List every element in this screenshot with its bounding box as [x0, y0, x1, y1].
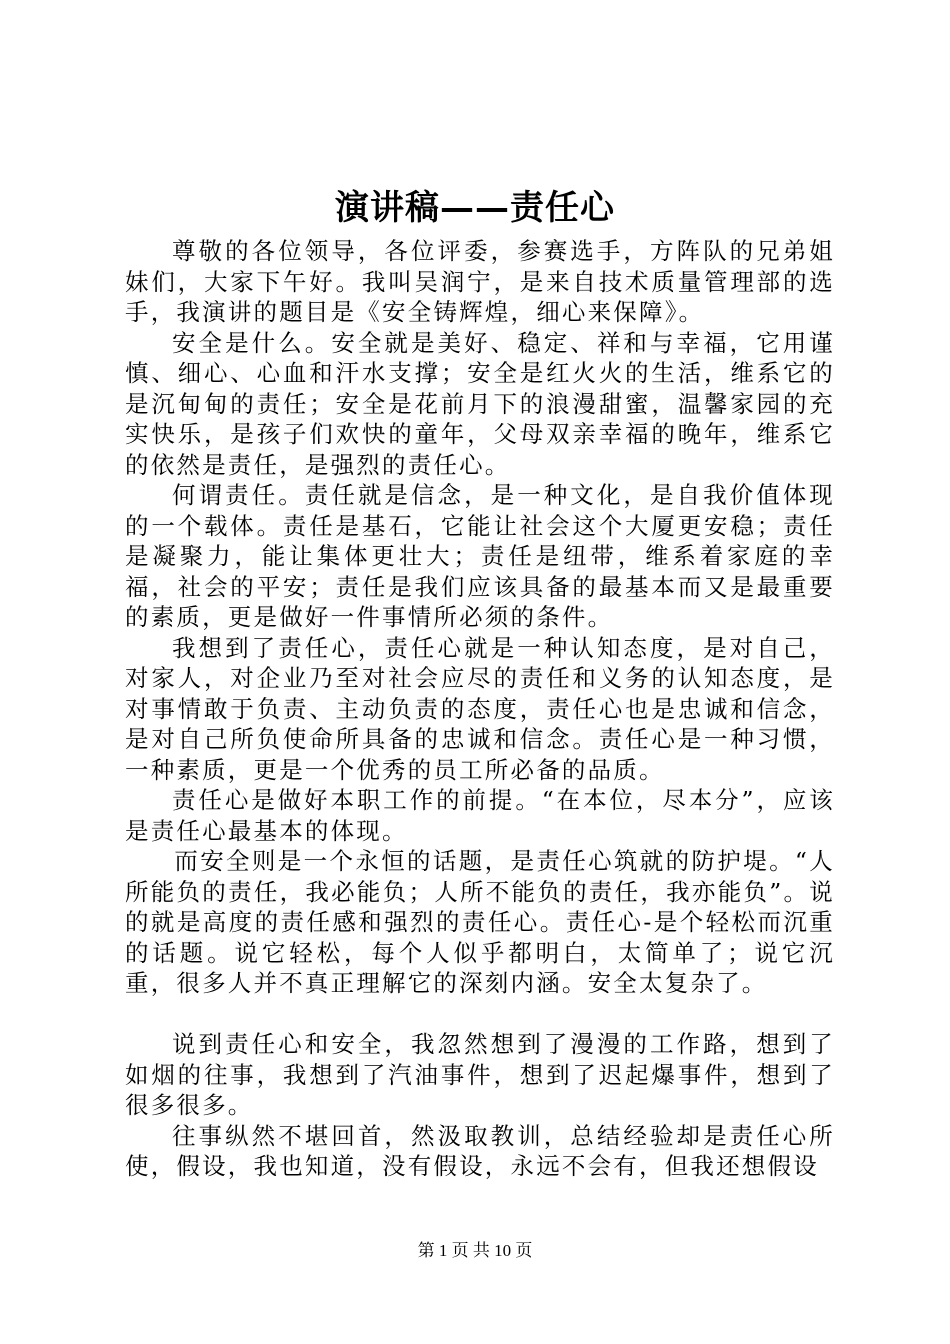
paragraph-eternal-topic: 而安全则是一个永恒的话题，是责任心筑就的防护堤。“人所能负的责任，我必能负；人所不能负的责任，我亦能负”。说的就是高度的责任感和强烈的责任心。责任心-是个轻松而沉重的话题。说它轻松，每个人似乎都明白，太简单了；说它沉重，很多人并不真正理解它的深刻内涵。安全太复杂了。: [125, 847, 835, 997]
paragraph-spacer: [125, 999, 835, 1030]
paragraph-premise: 责任心是做好本职工作的前提。“在本位，尽本分”，应该是责任心最基本的体现。: [125, 786, 835, 845]
document-title: 演讲稿——责任心: [335, 188, 615, 228]
paragraph-memories: 说到责任心和安全，我忽然想到了漫漫的工作路，想到了如烟的往事，我想到了汽油事件，想到了迟起爆事件，想到了很多很多。: [125, 1030, 835, 1119]
paragraph-sense-of-responsibility: 我想到了责任心，责任心就是一种认知态度，是对自己，对家人，对企业乃至对社会应尽的责任和义务的认知态度，是对事情敢于负责、主动负责的态度，责任心也是忠诚和信念，是对自己所负使命所具备的忠诚和信念。责任心是一种习惯，一种素质，更是一个优秀的员工所必备的品质。: [125, 633, 835, 784]
paragraph-greeting: 尊敬的各位领导，各位评委，参赛选手，方阵队的兄弟姐妹们，大家下午好。我叫吴润宁，是来自技术质量管理部的选手，我演讲的题目是《安全铸辉煌，细心来保障》。: [125, 237, 835, 326]
paragraph-what-is-safety: 安全是什么。安全就是美好、稳定、祥和与幸福，它用谨慎、细心、心血和汗水支撑；安全是红火火的生活，维系它的是沉甸甸的责任；安全是花前月下的浪漫甜蜜，温馨家园的充实快乐，是孩子们欢快的童年，父母双亲幸福的晚年，维系它的依然是责任，是强烈的责任心。: [125, 328, 835, 479]
paragraph-what-is-responsibility: 何谓责任。责任就是信念，是一种文化，是自我价值体现的一个载体。责任是基石，它能让社会这个大厦更安稳；责任是凝聚力，能让集体更壮大；责任是纽带，维系着家庭的幸福，社会的平安；责任是我们应该具备的最基本而又是最重要的素质，更是做好一件事情所必须的条件。: [125, 481, 835, 631]
document-body: [125, 236, 835, 1182]
paragraph-lessons: 往事纵然不堪回首，然汲取教训，总结经验却是责任心所使，假设，我也知道，没有假设，永远不会有，但我还想假设: [125, 1121, 835, 1180]
page-number-footer: 第 1 页 共 10 页: [417, 1241, 533, 1260]
